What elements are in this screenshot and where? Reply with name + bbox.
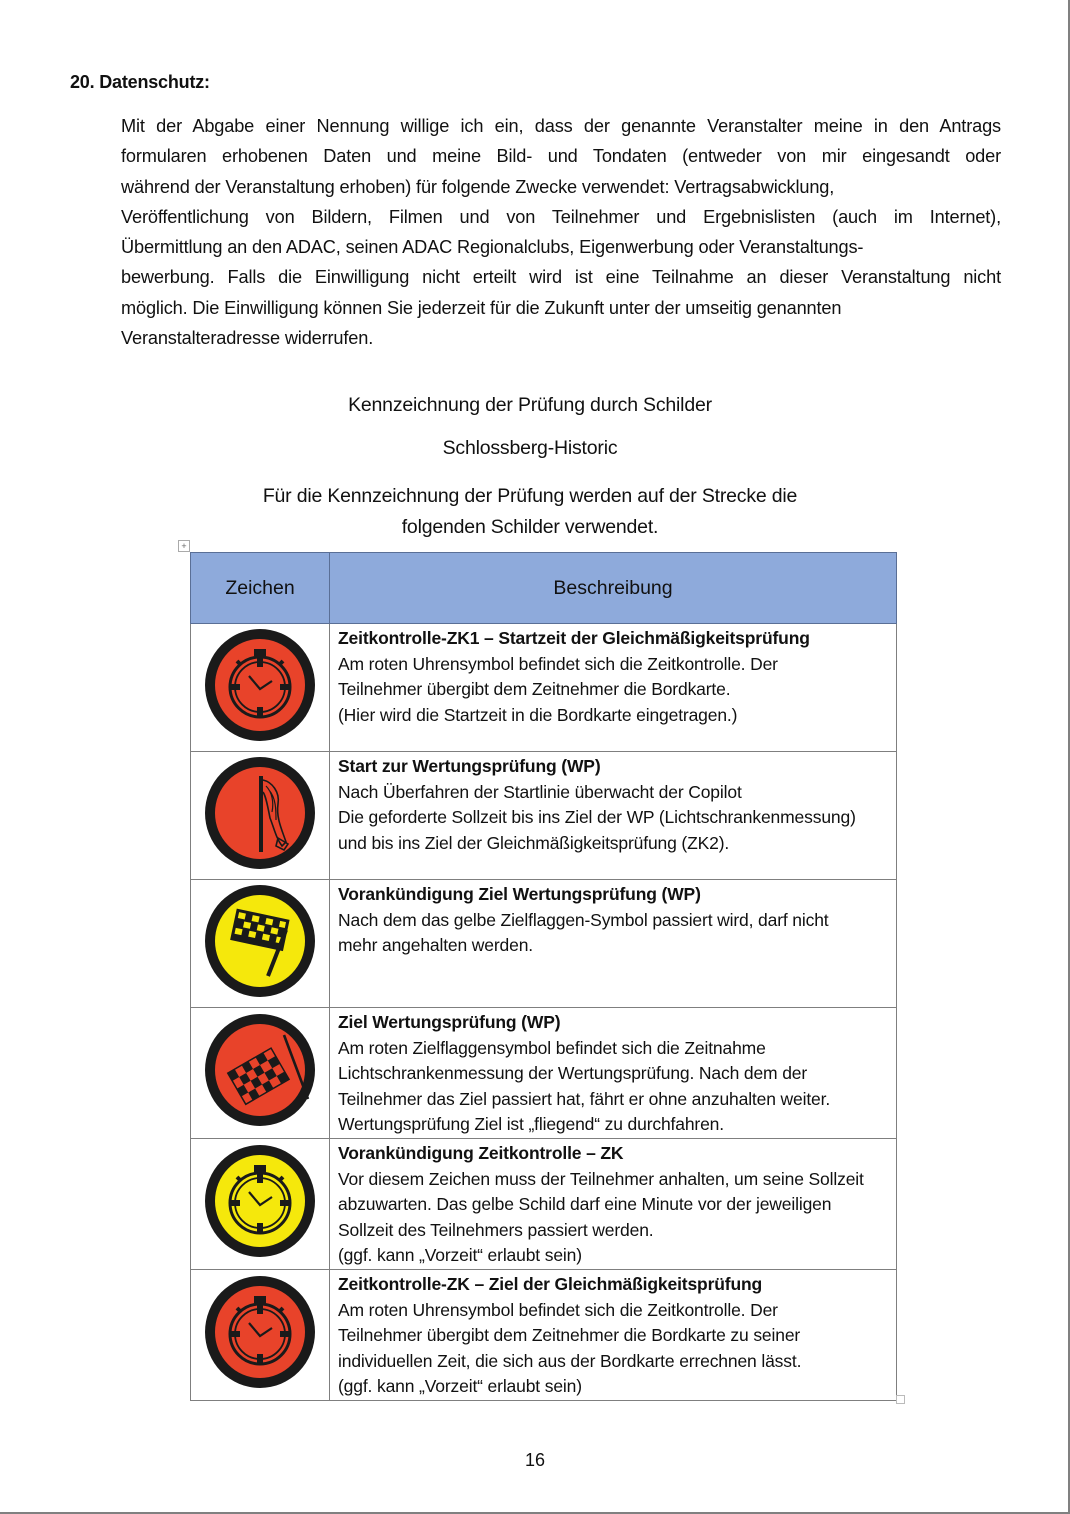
table-row xyxy=(191,1138,897,1269)
paragraph-line: formularen erhobenen Daten und meine Bild- und Tondaten (entweder von mir eingesandt oder xyxy=(121,146,1001,167)
sign-description-line: Am roten Uhrensymbol befindet sich die Zeitkontrolle. Der xyxy=(338,1299,778,1320)
sign-cell xyxy=(191,752,330,880)
yellow-stopwatch-sign-icon xyxy=(204,1144,316,1258)
paragraph-line: Übermittlung an den ADAC, seinen ADAC Regionalclubs, Eigenwerbung oder Veranstaltungs- xyxy=(121,237,864,258)
page-number: 16 xyxy=(524,1450,546,1470)
sign-description-line: Sollzeit des Teilnehmers passiert werden. xyxy=(338,1219,654,1240)
sign-description-line: Teilnehmer das Ziel passiert hat, fährt er ohne anzuhalten weiter. xyxy=(338,1088,831,1109)
sign-description-line: mehr angehalten werden. xyxy=(338,935,534,956)
red-start-flag-sign-icon xyxy=(204,756,316,870)
privacy-paragraph xyxy=(121,111,1001,353)
paragraph-line: möglich. Die Einwilligung können Sie jederzeit für die Zukunft unter der umseitig genannten xyxy=(121,297,842,318)
sign-description-line: (Hier wird die Startzeit in die Bordkarte eingetragen.) xyxy=(338,704,738,725)
table-header-row xyxy=(191,553,897,624)
column-header-beschreibung: Beschreibung xyxy=(330,553,897,624)
table-row xyxy=(191,624,897,752)
table-row xyxy=(191,1008,897,1139)
event-name: Schlossberg-Historic xyxy=(442,437,618,459)
intro-line: Für die Kennzeichnung der Prüfung werden auf der Strecke die xyxy=(262,485,798,507)
sign-description-line: Am roten Uhrensymbol befindet sich die Zeitkontrolle. Der xyxy=(338,653,778,674)
sign-title: Zeitkontrolle-ZK1 – Startzeit der Gleichmäßigkeitsprüfung xyxy=(338,628,810,648)
table-row xyxy=(191,1269,897,1400)
sign-description-line: (ggf. kann „Vorzeit“ erlaubt sein) xyxy=(338,1245,582,1266)
yellow-checkered-flag-sign-icon xyxy=(204,884,316,998)
sign-description-line: Nach Überfahren der Startlinie überwacht der Copilot xyxy=(338,781,742,802)
sign-description-line: Teilnehmer übergibt dem Zeitnehmer die Bordkarte zu seiner xyxy=(338,1325,801,1346)
sign-description-line: (ggf. kann „Vorzeit“ erlaubt sein) xyxy=(338,1376,582,1397)
table-resize-handle[interactable] xyxy=(896,1395,905,1404)
table-row xyxy=(191,880,897,1008)
description-cell xyxy=(330,1138,897,1269)
sign-description-line: Lichtschrankenmessung der Wertungsprüfung. Nach dem der xyxy=(338,1063,808,1084)
paragraph-line: Veröffentlichung von Bildern, Filmen und von Teilnehmer und Ergebnislisten (auch im Internet), xyxy=(121,206,1001,227)
description-cell xyxy=(330,880,897,1008)
sign-title: Vorankündigung Zeitkontrolle – ZK xyxy=(338,1142,624,1163)
sign-description-line: und bis ins Ziel der Gleichmäßigkeitsprüfung (ZK2). xyxy=(338,832,730,853)
sign-description-line: Nach dem das gelbe Zielflaggen-Symbol passiert wird, darf nicht xyxy=(338,909,829,930)
sign-description-line: Teilnehmer übergibt dem Zeitnehmer die Bordkarte. xyxy=(338,679,731,700)
table-move-handle-icon[interactable]: + xyxy=(178,540,190,552)
paragraph-line: während der Veranstaltung erhoben) für folgende Zwecke verwendet: Vertragsabwicklung, xyxy=(121,176,835,197)
sign-cell xyxy=(191,1008,330,1139)
sign-description-line: Am roten Zielflaggensymbol befindet sich die Zeitnahme xyxy=(338,1037,766,1058)
sign-title: Zeitkontrolle-ZK – Ziel der Gleichmäßigkeitsprüfung xyxy=(338,1273,763,1294)
description-cell xyxy=(330,1008,897,1139)
sign-description-line: abzuwarten. Das gelbe Schild darf eine Minute vor der jeweiligen xyxy=(338,1194,832,1215)
paragraph-line: bewerbung. Falls die Einwilligung nicht erteilt wird ist eine Teilnahme an dieser Veranstaltung nicht xyxy=(121,267,1001,288)
red-stopwatch-sign-icon xyxy=(204,1275,316,1389)
red-stopwatch-sign-icon xyxy=(204,628,316,742)
sign-description-line: Die geforderte Sollzeit bis ins Ziel der WP (Lichtschrankenmessung) xyxy=(338,807,856,828)
sign-cell xyxy=(191,880,330,1008)
column-header-zeichen: Zeichen xyxy=(191,553,330,624)
sign-description-line: Vor diesem Zeichen muss der Teilnehmer anhalten, um seine Sollzeit xyxy=(338,1168,864,1189)
table-row xyxy=(191,752,897,880)
signs-title: Kennzeichnung der Prüfung durch Schilder xyxy=(348,394,712,416)
sign-description-line: Wertungsprüfung Ziel ist „fliegend“ zu durchfahren. xyxy=(338,1114,724,1135)
sign-cell xyxy=(191,624,330,752)
signs-intro xyxy=(0,481,1060,543)
intro-line: folgenden Schilder verwendet. xyxy=(401,516,659,538)
sign-cell xyxy=(191,1269,330,1400)
red-checkered-flag-sign-icon xyxy=(204,1013,316,1127)
sign-description-line: individuellen Zeit, die sich aus der Bordkarte errechnen lässt. xyxy=(338,1350,802,1371)
sign-cell xyxy=(191,1138,330,1269)
description-cell xyxy=(330,1269,897,1400)
sign-title: Start zur Wertungsprüfung (WP) xyxy=(338,756,601,776)
sign-title: Ziel Wertungsprüfung (WP) xyxy=(338,1012,561,1032)
sign-title: Vorankündigung Ziel Wertungsprüfung (WP) xyxy=(338,884,701,904)
paragraph-line: Mit der Abgabe einer Nennung willige ich ein, dass der genannte Veranstalter meine in den Antrags xyxy=(121,116,1001,136)
section-heading: 20. Datenschutz: xyxy=(70,72,210,92)
description-cell xyxy=(330,752,897,880)
paragraph-line: Veranstalteradresse widerrufen. xyxy=(121,328,374,349)
description-cell xyxy=(330,624,897,752)
signs-table xyxy=(190,552,897,1401)
